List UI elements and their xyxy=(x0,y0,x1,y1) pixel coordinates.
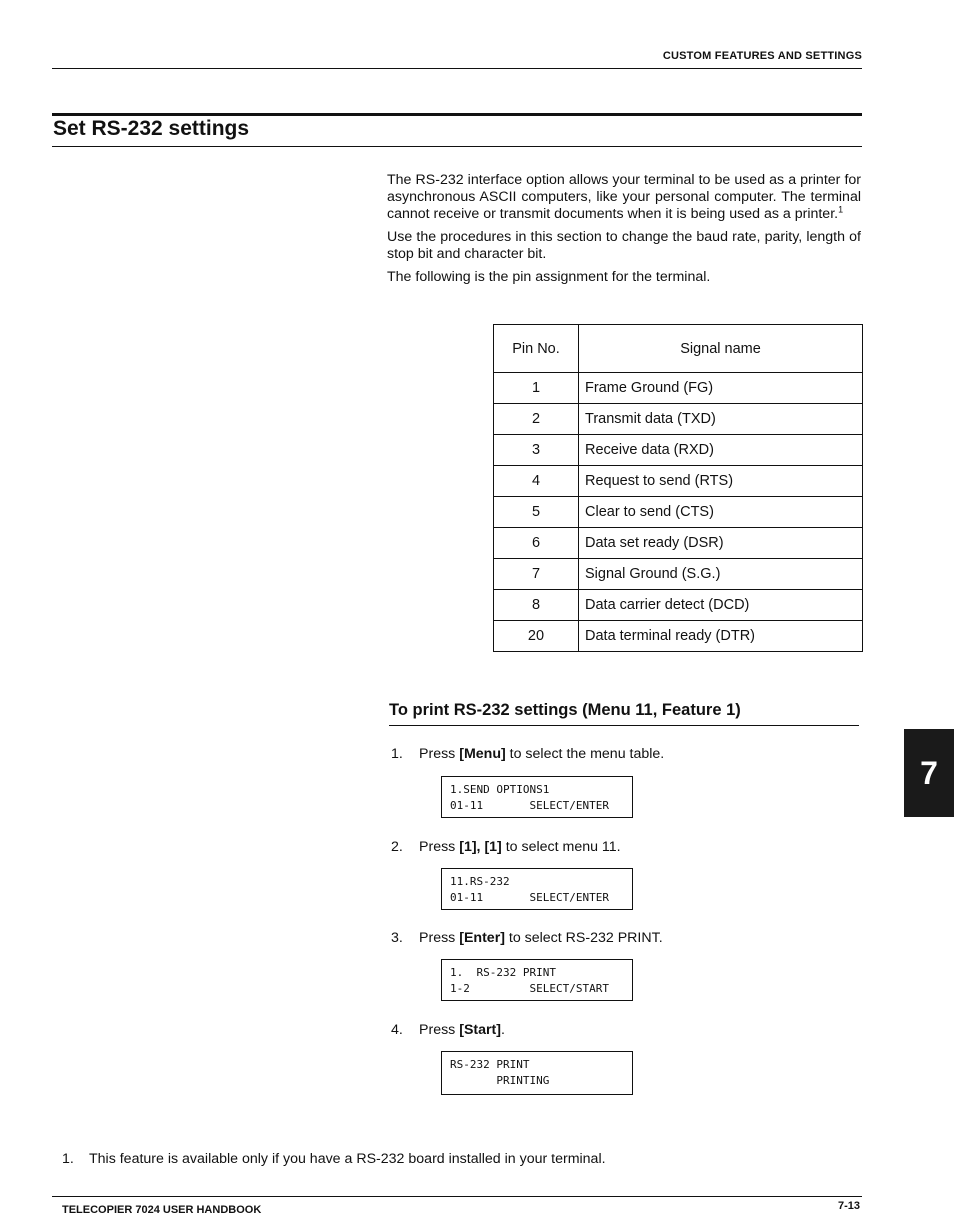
signal-cell: Data carrier detect (DCD) xyxy=(579,590,863,621)
header-rule xyxy=(52,68,862,69)
footnote-ref: 1 xyxy=(838,204,844,215)
procedure-heading: To print RS-232 settings (Menu 11, Feature 1) xyxy=(389,701,741,719)
pin-cell: 7 xyxy=(494,559,579,590)
intro-paragraph-2: Use the procedures in this section to change the baud rate, parity, length of stop bit and character bit. xyxy=(387,229,861,262)
key-label: [Start] xyxy=(459,1022,501,1038)
intro-paragraph-3: The following is the pin assignment for the terminal. xyxy=(387,269,711,285)
table-row xyxy=(494,528,863,559)
page-title: Set RS-232 settings xyxy=(53,117,250,140)
chapter-tab: 7 xyxy=(904,729,954,817)
footnote-number: 1. xyxy=(62,1151,74,1167)
table-row xyxy=(494,373,863,404)
signal-cell: Signal Ground (S.G.) xyxy=(579,559,863,590)
lcd-display-1 xyxy=(441,776,633,818)
intro-text xyxy=(387,172,861,292)
table-row xyxy=(494,404,863,435)
table-row xyxy=(494,559,863,590)
step-2: 2. Press [1], [1] to select menu 11. xyxy=(391,839,621,855)
pin-cell: 4 xyxy=(494,466,579,497)
signal-cell: Receive data (RXD) xyxy=(579,435,863,466)
lcd-line-1: 1.SEND OPTIONS1 xyxy=(450,783,550,796)
lcd-display-3 xyxy=(441,959,633,1001)
table-row xyxy=(494,590,863,621)
step-number: 2. xyxy=(391,839,403,855)
procedure-heading-rule xyxy=(389,725,859,726)
lcd-line-1: RS-232 PRINT xyxy=(450,1058,530,1071)
title-bottom-rule xyxy=(52,146,862,147)
intro-paragraph-1: The RS-232 interface option allows your terminal to be used as a printer for asynchronous ASCII computers, like your personal computer. The terminal cannot receive or transmit documents when it is being used as a printer.$^1$ xyxy=(387,172,861,222)
lcd-line-1: 1. RS-232 PRINT xyxy=(450,966,556,979)
step-number: 3. xyxy=(391,930,403,946)
step-4: 4. Press [Start]. xyxy=(391,1022,505,1038)
col-header-signal: Signal name xyxy=(579,325,863,373)
signal-cell: Transmit data (TXD) xyxy=(579,404,863,435)
lcd-line-2: 01-11 SELECT/ENTER xyxy=(450,799,609,812)
signal-cell: Frame Ground (FG) xyxy=(579,373,863,404)
key-label: [Enter] xyxy=(459,930,505,946)
table-row xyxy=(494,435,863,466)
table-row xyxy=(494,497,863,528)
key-label: [Menu] xyxy=(459,746,506,762)
pin-cell: 8 xyxy=(494,590,579,621)
table-header-row xyxy=(494,325,863,373)
lcd-display-4 xyxy=(441,1051,633,1095)
pin-cell: 2 xyxy=(494,404,579,435)
pin-assignment-table xyxy=(493,324,863,652)
table-row xyxy=(494,621,863,652)
pin-cell: 5 xyxy=(494,497,579,528)
key-label: [1], [1] xyxy=(459,839,502,855)
footnote-text: This feature is available only if you have a RS-232 board installed in your terminal. xyxy=(89,1151,606,1167)
step-number: 4. xyxy=(391,1022,403,1038)
step-number: 1. xyxy=(391,746,403,762)
title-top-rule xyxy=(52,113,862,116)
footer-title: TELECOPIER 7024 USER HANDBOOK xyxy=(62,1204,262,1216)
footnote xyxy=(62,1151,606,1167)
pin-cell: 1 xyxy=(494,373,579,404)
signal-cell: Data terminal ready (DTR) xyxy=(579,621,863,652)
pin-cell: 3 xyxy=(494,435,579,466)
step-3: 3. Press [Enter] to select RS-232 PRINT. xyxy=(391,930,663,946)
pin-cell: 6 xyxy=(494,528,579,559)
pin-cell: 20 xyxy=(494,621,579,652)
footer-rule xyxy=(52,1196,862,1197)
page-number: 7-13 xyxy=(837,1200,860,1212)
lcd-line-1: 11.RS-232 xyxy=(450,875,510,888)
lcd-line-2: PRINTING xyxy=(450,1074,550,1087)
signal-cell: Data set ready (DSR) xyxy=(579,528,863,559)
lcd-line-2: 1-2 SELECT/START xyxy=(450,982,609,995)
signal-cell: Request to send (RTS) xyxy=(579,466,863,497)
table-row xyxy=(494,466,863,497)
lcd-line-2: 01-11 SELECT/ENTER xyxy=(450,891,609,904)
lcd-display-2 xyxy=(441,868,633,910)
col-header-pin: Pin No. xyxy=(494,325,579,373)
signal-cell: Clear to send (CTS) xyxy=(579,497,863,528)
step-1: 1. Press [Menu] to select the menu table. xyxy=(391,746,665,762)
running-header: CUSTOM FEATURES AND SETTINGS xyxy=(662,50,862,62)
